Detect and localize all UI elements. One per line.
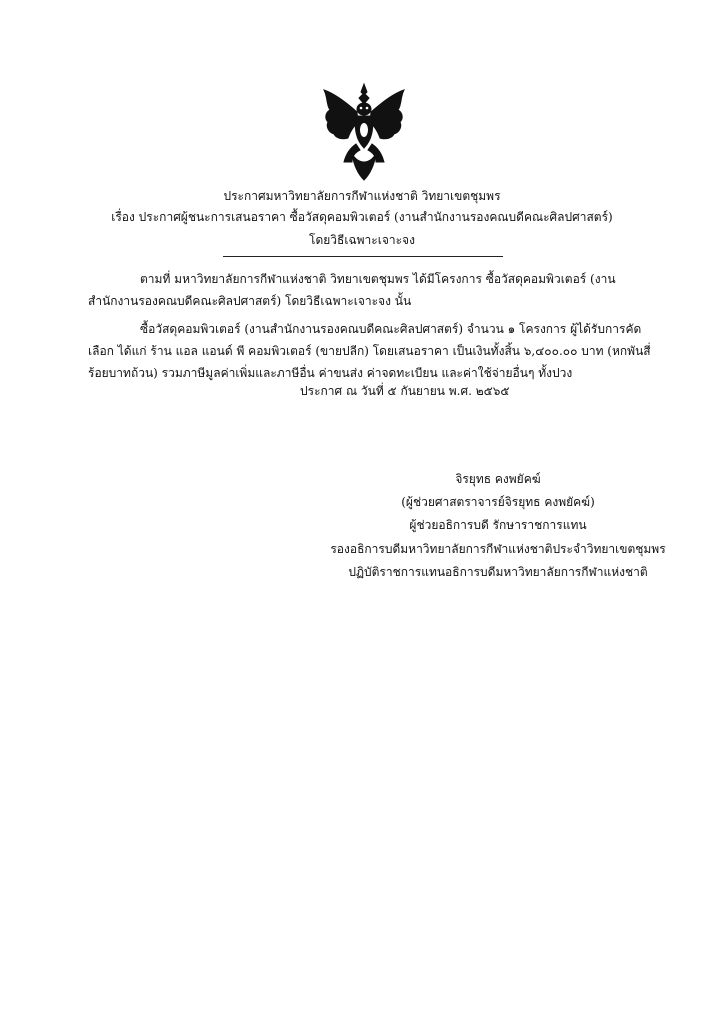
signatory-name: จิรยุทธ คงพยัคฆ์ [455,472,541,486]
signatory-role-3: ปฏิบัติราชการแทนอธิการบดีมหาวิทยาลัยการกีฬาแห่งชาติ [348,565,648,579]
title-divider [223,256,503,257]
garuda-emblem-icon [318,82,410,182]
body-paragraph-2: ซื้อวัสดุคอมพิวเตอร์ (งานสำนักงานรองคณบดีคณะศิลปศาสตร์) จำนวน ๑ โครงการ ผู้ได้รับการคัดเลือก ได้แก่ ร้าน แอล แอนด์ พี คอมพิวเตอร์ (ขายปลีก) โดยเสนอราคา เป็นเงินทั้งสิ้น ๖,๔๐๐.๐๐ บาท (หกพันสี่ร้อยบาทถ้วน) รวมภาษีมูลค่าเพิ่มและภาษีอื่น ค่าขนส่ง ค่าจดทะเบียน และค่าใช้จ่ายอื่นๆ ทั้งปวง [88,322,651,380]
signatory-role-2: รองอธิการบดีมหาวิทยาลัยการกีฬาแห่งชาติประจำวิทยาเขตชุมพร [330,542,666,556]
procurement-method: โดยวิธีเฉพาะเจาะจง [309,233,415,247]
announcement-title: ประกาศมหาวิทยาลัยการกีฬาแห่งชาติ วิทยาเขตชุมพร [223,189,501,203]
signatory-full-name: (ผู้ช่วยศาสตราจารย์จิรยุทธ คงพยัคฆ์) [401,495,595,509]
announcement-date: ประกาศ ณ วันที่ ๕ กันยายน พ.ศ. ๒๕๖๕ [300,384,510,398]
announcement-subject: เรื่อง ประกาศผู้ชนะการเสนอราคา ซื้อวัสดุคอมพิวเตอร์ (งานสำนักงานรองคณบดีคณะศิลปศาสตร์) [111,210,613,224]
signatory-role-1: ผู้ช่วยอธิการบดี รักษาราชการแทน [409,518,587,532]
body-paragraph-1: ตามที่ มหาวิทยาลัยการกีฬาแห่งชาติ วิทยาเขตชุมพร ได้มีโครงการ ซื้อวัสดุคอมพิวเตอร์ (งานสำนักงานรองคณบดีคณะศิลปศาสตร์) โดยวิธีเฉพาะเจาะจง นั้น [88,272,616,308]
